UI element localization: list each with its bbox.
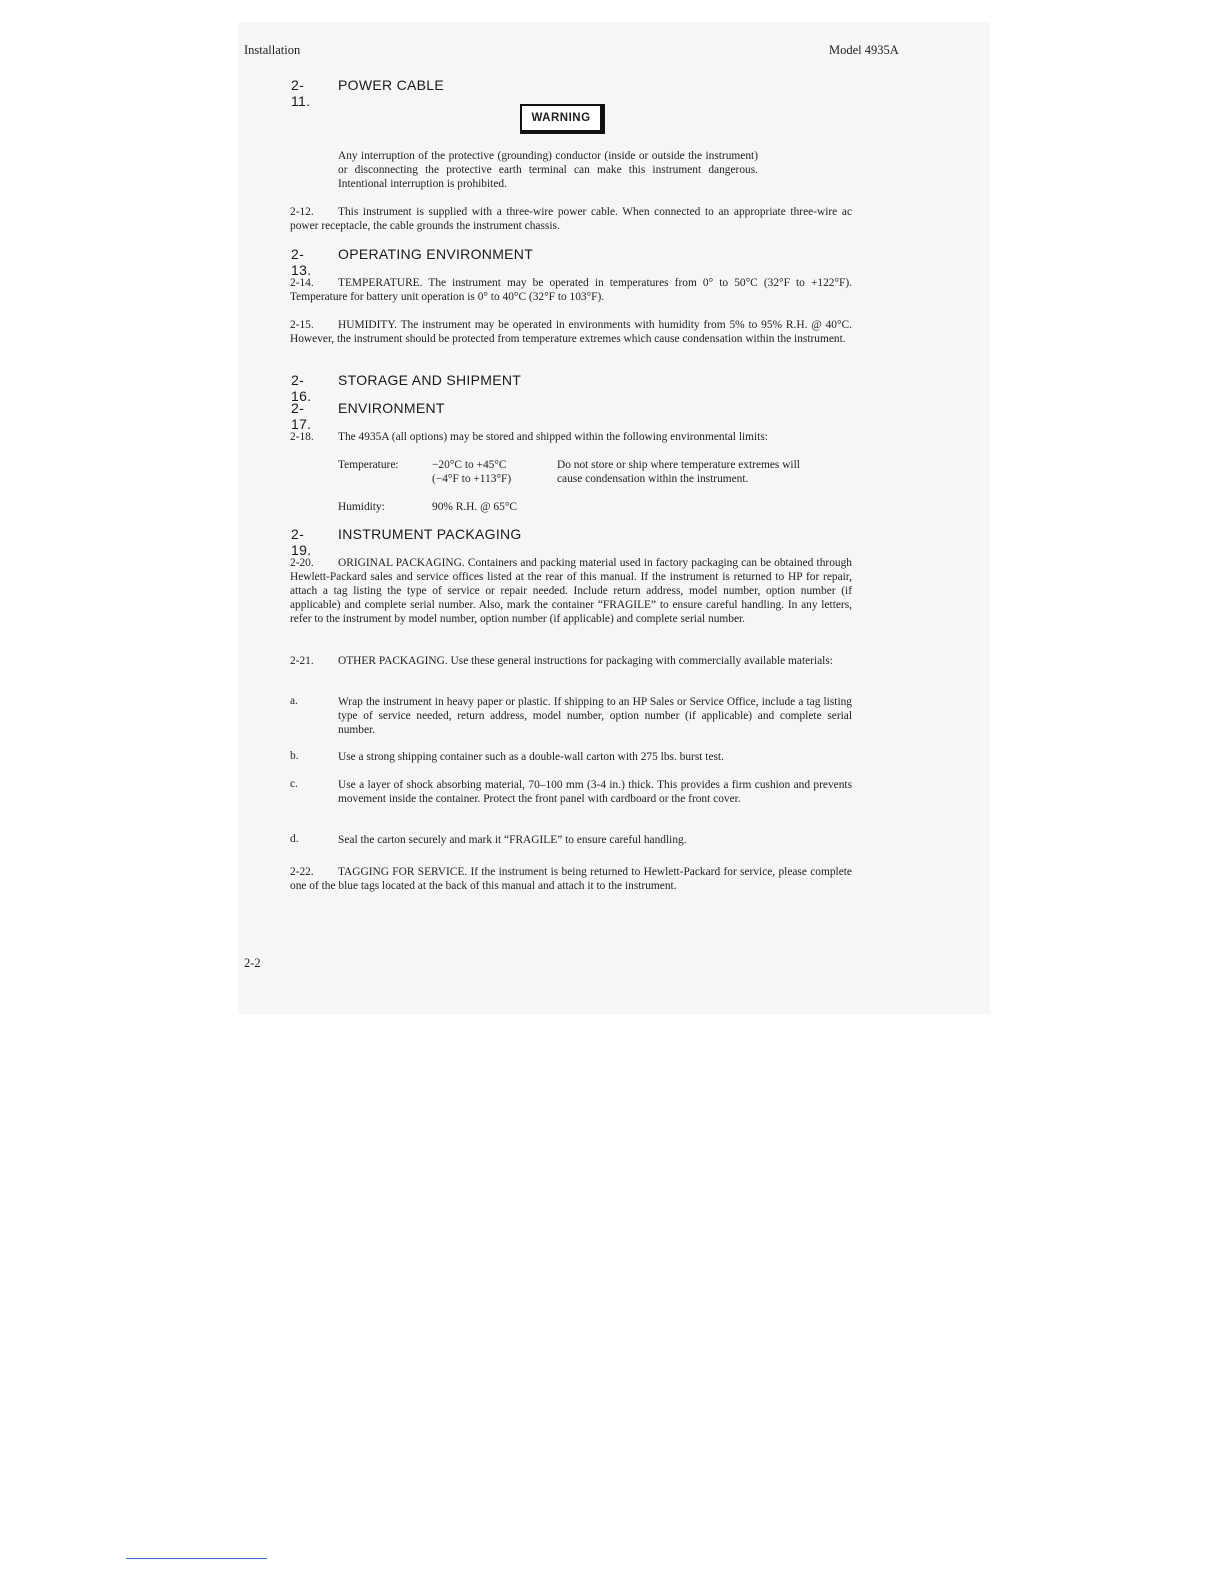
- heading-number: 2-11.: [291, 77, 311, 109]
- paragraph-number: 2-22.: [290, 866, 314, 878]
- paragraph-text: The 4935A (all options) may be stored and shipped within the following environmental limits:: [338, 431, 768, 443]
- list-item-text: Seal the carton securely and mark it “FRAGILE” to ensure careful handling.: [338, 834, 687, 846]
- paragraph-2-22: [290, 865, 852, 893]
- paragraph-2-12: [290, 205, 852, 233]
- list-item-marker: b.: [290, 750, 299, 762]
- warning-text: Any interruption of the protective (grounding) conductor (inside or outside the instrument) or disconnecting the protective earth terminal can make this instrument dangerous. Intentional interruption is prohibited.: [338, 150, 758, 190]
- temperature-label: Temperature:: [338, 459, 399, 471]
- heading-number: 2-16.: [291, 372, 312, 404]
- paragraph-number: 2-12.: [290, 206, 314, 218]
- paragraph-2-20: [290, 556, 852, 626]
- list-item-marker: d.: [290, 833, 299, 845]
- heading-title: OPERATING ENVIRONMENT: [338, 246, 534, 262]
- paragraph-text: This instrument is supplied with a three-wire power cable. When connected to an appropriate three-wire ac power receptacle, the cable grounds the instrument chassis.: [290, 206, 852, 232]
- heading-number: 2-17.: [291, 400, 312, 432]
- temperature-note-line-2: cause condensation within the instrument.: [557, 473, 749, 485]
- paragraph-text: HUMIDITY. The instrument may be operated in environments with humidity from 5% to 95% R.H. @ 40°C. However, the instrument should be protected from temperature extremes which cause condensation within the instrument.: [290, 319, 852, 345]
- temperature-note-line-1: Do not store or ship where temperature extremes will: [557, 459, 800, 471]
- temperature-range-fahrenheit: (−4°F to +113°F): [432, 473, 512, 485]
- paragraph-number: 2-15.: [290, 319, 314, 331]
- temperature-range-celsius: −20°C to +45°C: [432, 459, 507, 471]
- heading-title: POWER CABLE: [338, 77, 444, 93]
- paragraph-text: ORIGINAL PACKAGING. Containers and packing material used in factory packaging can be obtained through Hewlett-Packard sales and service offices listed at the rear of this manual. If the instrument is returned to HP for repair, attach a tag listing the type of service or repair needed. Include return address, model number, option number (if applicable) and complete serial number. Also, mark the container “FRAGILE” to ensure careful handling. In any letters, refer to the instrument by model number, option number (if applicable) and complete serial number.: [290, 557, 852, 625]
- header-section-label: Installation: [244, 43, 301, 57]
- heading-title: STORAGE AND SHIPMENT: [338, 372, 522, 388]
- paragraph-number: 2-20.: [290, 557, 314, 569]
- paragraph-2-21: [290, 654, 852, 668]
- paragraph-2-14: [290, 276, 852, 304]
- paragraph-text: TAGGING FOR SERVICE. If the instrument is being returned to Hewlett-Packard for service, please complete one of the blue tags located at the back of this manual and attach it to the instrument.: [290, 866, 852, 892]
- link-underline: [126, 1558, 267, 1559]
- list-item-marker: c.: [290, 778, 298, 790]
- paragraph-2-18: [290, 430, 852, 444]
- heading-title: ENVIRONMENT: [338, 400, 445, 416]
- list-item-text: Use a strong shipping container such as a double-wall carton with 275 lbs. burst test.: [338, 751, 724, 763]
- page-number: 2-2: [244, 956, 261, 970]
- paragraph-2-15: [290, 318, 852, 346]
- list-item-marker: a.: [290, 695, 298, 707]
- list-item-text: Wrap the instrument in heavy paper or plastic. If shipping to an HP Sales or Service Office, include a tag listing type of service needed, return address, model number, option number (if applicable) and complete serial number.: [338, 696, 852, 736]
- list-item-text: Use a layer of shock absorbing material, 70–100 mm (3-4 in.) thick. This provides a firm cushion and prevents movement inside the container. Protect the front panel with cardboard or the front cover.: [338, 779, 852, 805]
- header-model-label: Model 4935A: [829, 43, 899, 57]
- warning-badge: WARNING: [520, 104, 605, 134]
- heading-number: 2-13.: [291, 246, 312, 278]
- paragraph-number: 2-18.: [290, 431, 314, 443]
- humidity-value: 90% R.H. @ 65°C: [432, 501, 517, 513]
- humidity-label: Humidity:: [338, 501, 385, 513]
- heading-title: INSTRUMENT PACKAGING: [338, 526, 522, 542]
- paragraph-number: 2-14.: [290, 277, 314, 289]
- paragraph-text: OTHER PACKAGING. Use these general instructions for packaging with commercially available materials:: [338, 655, 833, 667]
- paragraph-number: 2-21.: [290, 655, 314, 667]
- paragraph-text: TEMPERATURE. The instrument may be operated in temperatures from 0° to 50°C (32°F to +122°F). Temperature for battery unit operation is 0° to 40°C (32°F to 103°F).: [290, 277, 852, 303]
- heading-number: 2-19.: [291, 526, 312, 558]
